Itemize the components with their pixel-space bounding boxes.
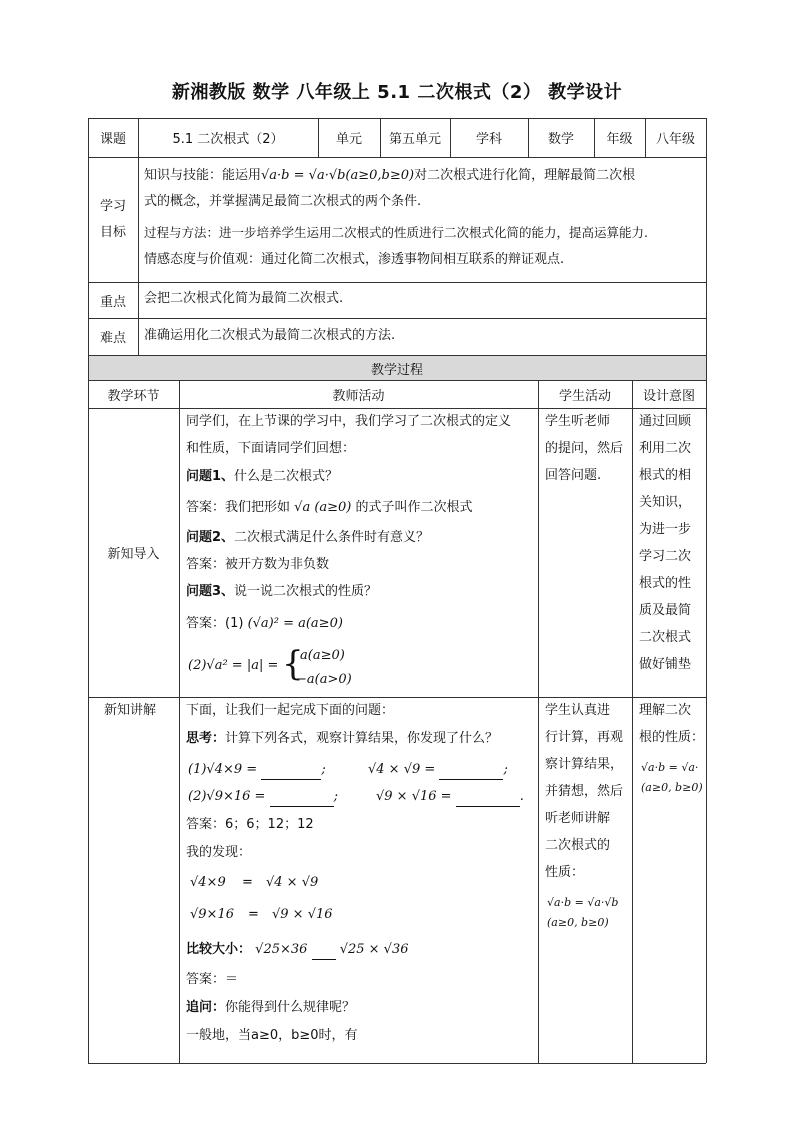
lecture-answer: 答案：6；6；12；12 xyxy=(186,817,314,832)
intro-intent-4: 关知识， xyxy=(639,495,692,510)
case2: −a(a>0) xyxy=(296,672,352,687)
lecture-student-3: 察计算结果， xyxy=(545,757,624,772)
intro-student-3: 回答问题. xyxy=(545,468,602,483)
lecture-intent-math2: (a≥0, b≥0) xyxy=(641,781,703,794)
lecture-follow: 追问：你能得到什么规律呢？ xyxy=(186,1000,356,1015)
difficulty-text: 准确运用化二次根式为最简二次根式的方法. xyxy=(144,328,396,343)
col-teacher: 教师活动 xyxy=(332,388,385,404)
lecture-student-5: 听老师讲解 xyxy=(545,811,611,826)
lecture-e2: (2)√9×16 = ; xyxy=(188,787,338,807)
intro-intent-8: 质及最简 xyxy=(639,603,692,618)
course-label: 课题 xyxy=(99,132,126,147)
goals-line2: 式的概念，并掌握满足最简二次根式的两个条件. xyxy=(144,194,422,209)
lecture-d2a: √9×16 xyxy=(190,907,234,922)
intro-t2: 和性质，下面请同学们回想： xyxy=(186,441,356,456)
lecture-d1c: √4 × √9 xyxy=(266,875,319,890)
lecture-discover: 我的发现： xyxy=(186,845,252,860)
lecture-d2b: = xyxy=(248,907,259,922)
difficulty-label: 难点 xyxy=(99,331,126,346)
course-value: 5.1 二次根式（2） xyxy=(172,132,284,147)
brace-icon: { xyxy=(282,644,304,684)
intro-a3: 答案：(1) (√a)² = a(a≥0) xyxy=(186,616,343,631)
lecture-compare: 比较大小： √25×36 √25 × √36 xyxy=(186,940,409,960)
key-point-text: 会把二次根式化简为最简二次根式. xyxy=(144,291,344,306)
lecture-student-math2: (a≥0, b≥0) xyxy=(547,916,609,929)
intro-stage: 新知导入 xyxy=(107,547,160,562)
lecture-student-7: 性质： xyxy=(545,865,585,880)
subject-label: 学科 xyxy=(475,132,502,147)
intro-intent-1: 通过回顾 xyxy=(639,414,692,429)
intro-q3: 问题3、说一说二次根式的性质？ xyxy=(186,584,378,599)
lecture-stage: 新知讲解 xyxy=(104,703,157,718)
lecture-t1: 下面，让我们一起完成下面的问题： xyxy=(186,703,395,718)
lecture-d1b: = xyxy=(242,875,253,890)
lecture-intent-2: 根的性质： xyxy=(639,730,705,745)
lecture-d1a: √4×9 xyxy=(190,875,226,890)
goals-line3: 过程与方法：进一步培养学生运用二次根式的性质进行二次根式化简的能力，提高运算能力. xyxy=(144,225,648,240)
intro-a3-2: (2)√a² = |a| = xyxy=(188,658,279,673)
intro-intent-6: 学习二次 xyxy=(639,549,692,564)
page-title: 新湘教版 数学 八年级上 5.1 二次根式（2） 教学设计 xyxy=(171,82,623,103)
key-point-label: 重点 xyxy=(99,294,126,310)
col-stage: 教学环节 xyxy=(107,388,160,404)
intro-student-1: 学生听老师 xyxy=(545,414,611,429)
intro-a1: 答案：我们把形如 √a (a≥0) 的式子叫作二次根式 xyxy=(186,500,473,515)
lecture-think: 思考：计算下列各式，观察计算结果，你发现了什么？ xyxy=(186,731,499,746)
intro-intent-10: 做好铺垫 xyxy=(639,657,692,672)
lecture-student-1: 学生认真进 xyxy=(545,703,611,718)
lecture-intent-math1: √a·b = √a· xyxy=(641,761,699,774)
lecture-student-6: 二次根式的 xyxy=(545,838,611,853)
lecture-e1: (1)√4×9 = ; xyxy=(188,760,326,780)
lecture-student-math1: √a·b = √a·√b xyxy=(547,896,619,909)
subject-value: 数学 xyxy=(547,132,574,147)
lecture-student-4: 并猜想，然后 xyxy=(545,784,624,799)
intro-student-2: 的提问，然后 xyxy=(545,441,624,456)
intro-intent-5: 为进一步 xyxy=(639,522,692,537)
lecture-e1b: √4 × √9 = ; xyxy=(368,760,508,780)
lecture-general: 一般地，当a≥0，b≥0时，有 xyxy=(186,1028,358,1043)
intro-intent-2: 利用二次 xyxy=(639,441,692,456)
goals-label: 学习目标 xyxy=(99,198,126,240)
lecture-answer2: 答案：＝ xyxy=(186,972,239,987)
grade-label: 年级 xyxy=(606,132,633,147)
unit-label: 单元 xyxy=(335,132,362,147)
goals-line1: 知识与技能：能运用√a·b = √a·√b(a≥0,b≥0)对二次根式进行化简，理解最简二次根 xyxy=(144,168,636,183)
lecture-d2c: √9 × √16 xyxy=(272,907,333,922)
unit-value: 第五单元 xyxy=(388,132,441,147)
process-header: 教学过程 xyxy=(370,362,423,378)
intro-intent-3: 根式的相 xyxy=(639,468,692,483)
goals-line4: 情感态度与价值观：通过化简二次根式，渗透事物间相互联系的辩证观点. xyxy=(144,252,565,267)
case1: a(a≥0) xyxy=(300,648,345,663)
grade-value: 八年级 xyxy=(655,132,695,147)
lecture-intent-1: 理解二次 xyxy=(639,703,692,718)
intro-q2: 问题2、二次根式满足什么条件时有意义？ xyxy=(186,530,430,545)
col-student: 学生活动 xyxy=(558,388,611,404)
lecture-student-2: 行计算，再观 xyxy=(545,730,624,745)
col-intent: 设计意图 xyxy=(642,388,695,404)
intro-t1: 同学们，在上节课的学习中，我们学习了二次根式的定义 xyxy=(186,414,512,429)
intro-intent-9: 二次根式 xyxy=(639,630,692,645)
intro-a2: 答案：被开方数为非负数 xyxy=(186,557,330,572)
lecture-e2b: √9 × √16 = . xyxy=(376,787,524,807)
intro-q1: 问题1、什么是二次根式？ xyxy=(186,469,339,484)
intro-intent-7: 根式的性 xyxy=(639,576,692,591)
